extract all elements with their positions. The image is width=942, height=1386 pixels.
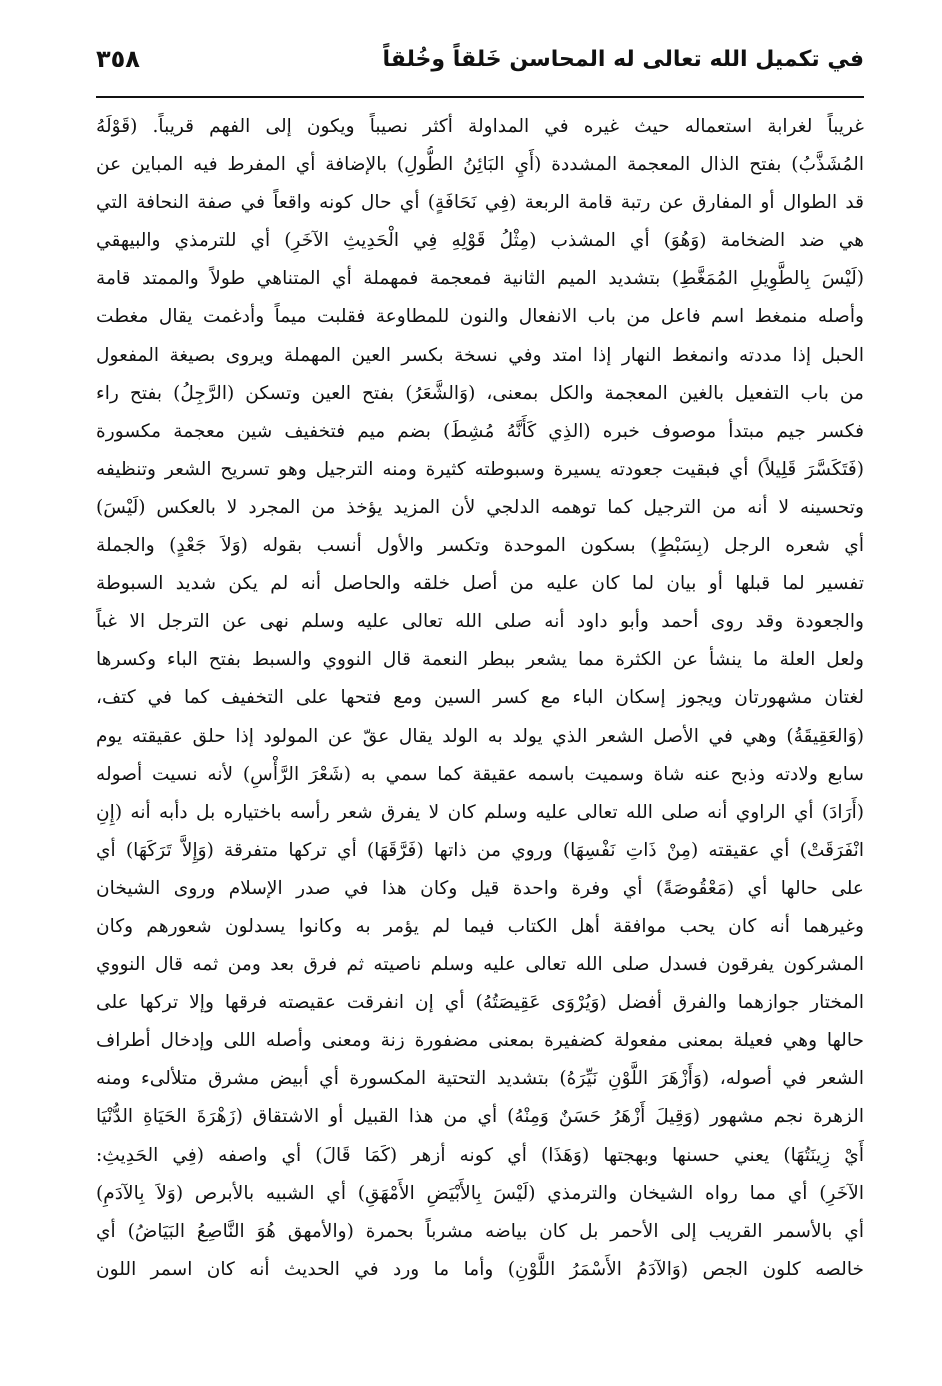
text-line: أي بالأسمر القريب إلى الأحمر بل كان بياضه مشرباً بحمرة (والأمهق هُوَ النَّاصِعُ البَيَاضُ) أي: [96, 1220, 864, 1242]
text-line: أَيْ زِينَتُهَا) يعني حسنها وبهجتها (وَهَذَا) أي كونه أزهر (كَمَا قَالَ) أي واصفه (فِي الحَدِيثِ:: [96, 1144, 864, 1166]
text-line: الزهرة نجم مشهور (وَقِيلَ أَزْهَرُ حَسَنٌ وَمِنْهُ) أي من هذا القبيل أو الاشتقاق (زَهْرَةَ الحَيَاةِ الدُّنْيَا: [96, 1106, 864, 1128]
text-line: على حالها أي (مَعْقُوصَةً) أي وفرة واحدة قيل وكان هذا في صدر الإسلام وروى الشيخان: [96, 877, 864, 899]
text-line: حالها وهي فعيلة بمعنى مفعولة كضفيرة بمعنى مضفورة زنة ومعنى وأصله اللى وإدخال أطراف: [96, 1030, 864, 1052]
text-line: لغتان مشهورتان ويجوز إسكان الباء مع كسر السين ومع فتحها على التخفيف كما في كتف،: [96, 687, 864, 709]
header-divider: [96, 96, 864, 98]
text-line: قد الطوال أو المفارق عن رتبة قامة الربعة (فِي نَحَافَةٍ) أي حال كونه واقعاً في صفة النحافة التي: [96, 192, 864, 214]
text-line: وتحسينه لا أنه من الترجيل كما توهمه الدلجي لأن المزيد يؤخذ من المجرد لا بالعكس (لَيْسَ): [96, 496, 864, 518]
text-line: خالصه كلون الجص (وَالآدَمُ الأَسْمَرُ اللَّوْنِ) وأما ما ورد في الحديث أنه كان اسمر اللون: [96, 1258, 864, 1280]
text-line: وأصله منمغط اسم فاعل من باب الانفعال والنون للمطاوعة فقلبت ميماً وأدغمت يقال مغطت: [96, 306, 864, 328]
text-line: ولعل العلة ما ينشأ عن الكثرة مما يشعر ببطر النعمة قال النووي والسبط بفتح الباء وكسرها: [96, 649, 864, 671]
text-line: (وَالعَقِيقَةُ) وهي في الأصل الشعر الذي يولد به الولد يقال عقّ عن المولود إذا حلق عقيقته يوم: [96, 725, 864, 747]
text-line: وغيرهما أنه كان يحب موافقة أهل الكتاب فيما لم يؤمر به وكانوا يسدلون شعورهم وكان: [96, 915, 864, 937]
text-line: (لَيْسَ بِالطَّوِيلِ المُمَغَّطِ) بتشديد الميم الثانية فمعجمة فمهملة أي المتناهي طولاً والممتد قامة: [96, 268, 864, 290]
text-line: الحبل إذا مددته وانمغط النهار إذا امتد وفي نسخة بكسر العين المهملة ويروى بصيغة المفعول: [96, 344, 864, 366]
text-line: غريباً لغرابة استعماله حيث غيره في المداولة أكثر نصيباً ويكون إلى الفهم قريباً. (قَوْلَهُ: [96, 116, 864, 137]
text-line: سابع ولادته وذبح عنه شاة وسميت باسمه عقيقة كما سمي به (شَعْرَ الرَّأْسِ) لأنه نسيت أصوله: [96, 763, 864, 785]
text-line: الشعر في أصوله، (وَأَزْهَرَ اللَّوْنِ نَيِّرَهُ) بتشديد التحتية المكسورة أي أبيض مشرق متلألىء ومنه: [96, 1068, 864, 1090]
text-line: المختار جوازهما والفرق أفضل (وَيُرْوَى عَقِيصَتُهُ) أي إن انفرقت عقيصته فرقها وإلا تركها على: [96, 992, 864, 1014]
page-title: في تكميل الله تعالى له المحاسن خَلقاً وخُلقاً: [382, 46, 864, 72]
text-line: هي ضد الضخامة (وَهُوَ) أي المشذب (مِثْلُ قَوْلِهِ فِي الْحَدِيثِ الآخَرِ) أي للترمذي والبيهقي: [96, 230, 864, 252]
text-line: فكسر جيم مبتدأ موصوف خبره (الذِي كَأَنَّهُ مُشِطَ) بضم ميم فتخفيف شين معجمة مكسورة: [96, 420, 864, 442]
page-number: ٣٥٨: [96, 45, 140, 73]
text-line: المشركون يفرقون فسدل صلى الله تعالى عليه وسلم ناصيته ثم فرق بعد ومن ثمه قال النووي: [96, 954, 864, 976]
text-line: من باب التفعيل بالغين المعجمة والكل بمعنى، (وَالشَّعَرُ) بفتح العين وتسكن (الرَّجِلُ) بفتح راء: [96, 382, 864, 404]
text-line: تفسير لما قبلها أو بيان لما كان عليه من أصل خلقه والحاصل أنه لم يكن شديد السبوطة: [96, 573, 864, 595]
text-line: (أَرَادَ) أي الراوي أنه صلى الله تعالى عليه وسلم كان لا يفرق شعر رأسه باختياره بل دأبه أنه (إِنِ: [96, 801, 864, 823]
text-line: (فَتَكَسَّرَ قَلِيلاً) أي فبقيت جعودته يسيرة وسبوطته كثيرة ومنه الترجيل وهو تسريح الشعر وتنظيفه: [96, 458, 864, 480]
text-line: انْفَرَقَتْ) أي عقيقته (مِنْ ذَاتِ نَفْسِهَا) وروي من ذاتها (فَرَّقَهَا) أي تركها متفرقة (وَإِلاَّ تَرَكَهَا) أي: [96, 839, 864, 861]
body-text: [96, 108, 864, 1289]
running-header: [96, 28, 864, 90]
text-line: والجعودة وقد روى أحمد وأبو داود أنه صلى الله تعالى عليه وسلم نهى عن الترجل الا غباً: [96, 611, 864, 633]
text-line: الآخَرِ) أي مما رواه الشيخان والترمذي (لَيْسَ بِالأَبْيَضِ الأَمْهَقِ) أي الشبيه بالأبرص (وَلاَ بِالآدَمِ): [96, 1182, 864, 1204]
text-line: المُشَذَّبُ) بفتح الذال المعجمة المشددة (أَيِ البَائِنُ الطُّولِ) بالإضافة أي المفرط فيه المباين عن: [96, 154, 864, 176]
text-line: أي شعره الرجل (بِسَبْطٍ) بسكون الموحدة وتكسر والأول أنسب بقوله (وَلاَ جَعْدٍ) والجملة: [96, 535, 864, 557]
